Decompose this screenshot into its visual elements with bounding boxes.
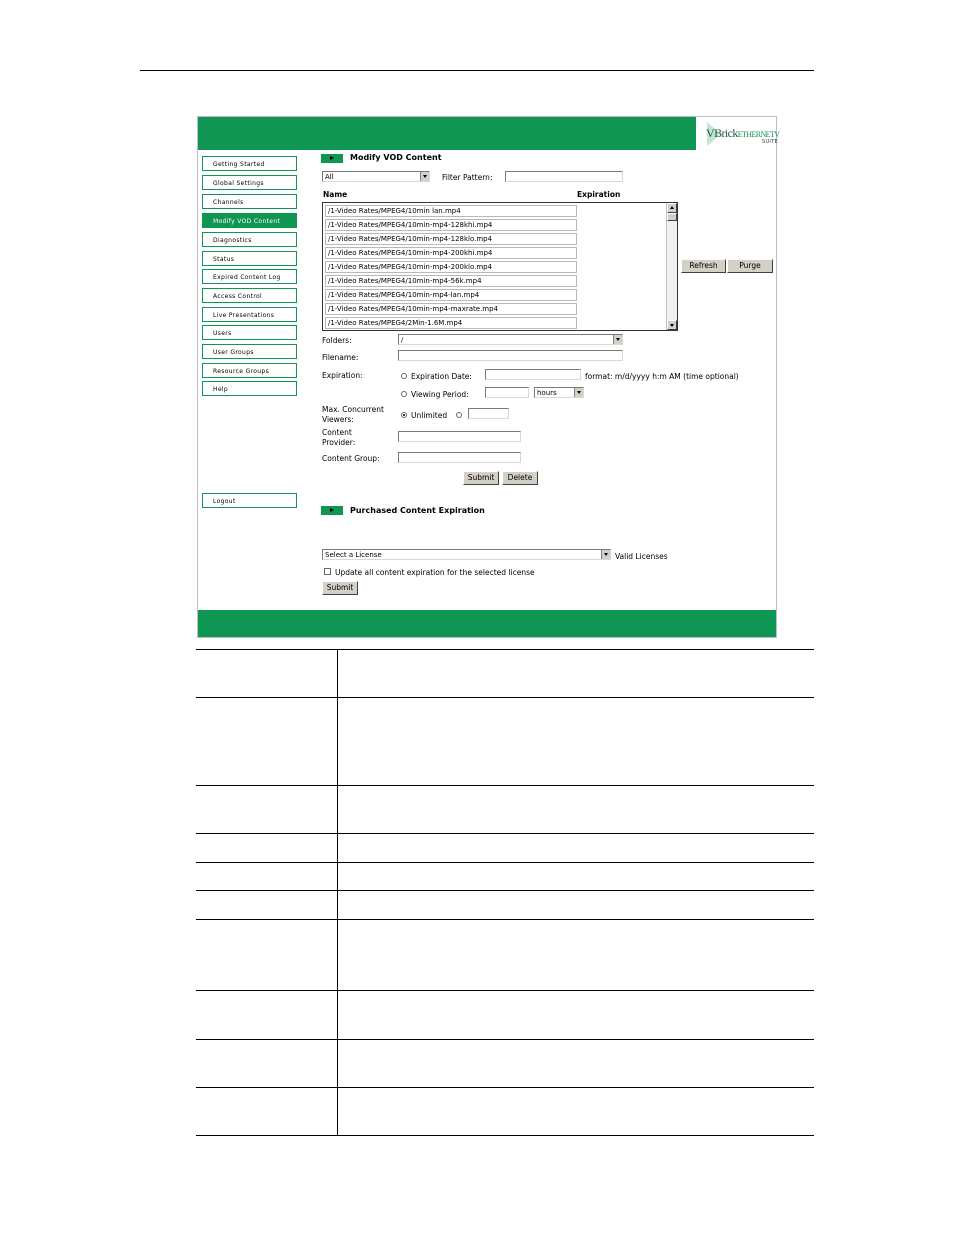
- logout-button[interactable]: Logout: [202, 493, 297, 508]
- viewing-period-label: Viewing Period:: [411, 390, 469, 399]
- submit-button[interactable]: Submit: [463, 471, 499, 485]
- chevron-down-icon: [420, 172, 429, 181]
- max-viewers-label-2: Viewers:: [322, 415, 354, 424]
- list-item[interactable]: /1-Video Rates/MPEG4/10min-mp4-maxrate.mp4: [325, 303, 577, 315]
- folders-label: Folders:: [322, 336, 352, 345]
- content-group-input[interactable]: [398, 452, 521, 463]
- table-rule: [196, 890, 814, 891]
- sidebar-item-diagnostics[interactable]: Diagnostics: [202, 232, 297, 247]
- table-rule: [196, 990, 814, 991]
- expiration-date-input[interactable]: [485, 369, 581, 380]
- section-arrow-icon: [321, 154, 343, 163]
- page-top-rule: [140, 70, 814, 71]
- sidebar-item-user-groups[interactable]: User Groups: [202, 344, 297, 359]
- list-item[interactable]: /1-Video Rates/MPEG4/10min-mp4-128klo.mp4: [325, 233, 577, 245]
- sidebar-item-modify-vod-content[interactable]: Modify VOD Content: [202, 213, 297, 228]
- scroll-up-icon[interactable]: [667, 203, 677, 213]
- list-item[interactable]: /1-Video Rates/MPEG4/10min-mp4-200khi.mp4: [325, 247, 577, 259]
- max-viewers-input[interactable]: [468, 408, 509, 419]
- max-viewers-count-radio[interactable]: [456, 412, 462, 418]
- sidebar-item-live-presentations[interactable]: Live Presentations: [202, 307, 297, 322]
- scroll-thumb[interactable]: [667, 213, 677, 221]
- footer-bar: [198, 610, 776, 637]
- valid-licenses-label: Valid Licenses: [615, 552, 668, 561]
- sidebar-item-getting-started[interactable]: Getting Started: [202, 156, 297, 171]
- viewing-unit-select[interactable]: [534, 387, 584, 398]
- sidebar-item-access-control[interactable]: Access Control: [202, 288, 297, 303]
- content-provider-label-2: Provider:: [322, 438, 356, 447]
- filename-label: Filename:: [322, 353, 359, 362]
- update-all-checkbox[interactable]: [324, 568, 331, 575]
- section-arrow-icon: [321, 506, 343, 515]
- expiration-date-radio[interactable]: [401, 373, 407, 379]
- logo-brand: VBrick: [706, 126, 738, 140]
- column-header-expiration: Expiration: [577, 190, 621, 199]
- vod-section-title: Modify VOD Content: [350, 153, 442, 162]
- chevron-down-icon: [613, 335, 622, 344]
- table-rule: [196, 1087, 814, 1088]
- content-provider-input[interactable]: [398, 431, 521, 442]
- expiration-label: Expiration:: [322, 371, 363, 380]
- table-rule: [196, 833, 814, 834]
- content-group-label: Content Group:: [322, 454, 380, 463]
- table-rule: [196, 1135, 814, 1136]
- list-item[interactable]: /1-Video Rates/MPEG4/10min-mp4-lan.mp4: [325, 289, 577, 301]
- chevron-down-icon: [574, 388, 583, 397]
- sidebar-item-expired-content-log[interactable]: Expired Content Log: [202, 269, 297, 284]
- delete-button[interactable]: Delete: [502, 471, 538, 485]
- license-select[interactable]: [322, 549, 611, 560]
- list-item[interactable]: /1-Video Rates/MPEG4/10min lan.mp4: [325, 205, 577, 217]
- list-item[interactable]: /1-Video Rates/MPEG4/10min-mp4-200klo.mp4: [325, 261, 577, 273]
- purchased-submit-button[interactable]: Submit: [322, 581, 358, 595]
- sidebar-item-status[interactable]: Status: [202, 251, 297, 266]
- table-column-divider: [337, 649, 338, 1136]
- logo-sub: SUITE: [762, 139, 779, 145]
- header-bar: [198, 117, 780, 150]
- viewing-period-input[interactable]: [485, 387, 529, 398]
- vbrick-logo: [696, 117, 780, 150]
- license-select-value: Select a License: [325, 551, 382, 559]
- list-item[interactable]: /1-Video Rates/MPEG4/10min-mp4-56k.mp4: [325, 275, 577, 287]
- refresh-button[interactable]: Refresh: [681, 259, 726, 273]
- vod-list-scrollbar[interactable]: [666, 203, 677, 330]
- table-rule: [196, 697, 814, 698]
- table-rule: [196, 862, 814, 863]
- viewing-unit-value: hours: [537, 389, 557, 397]
- max-viewers-label: Max. Concurrent: [322, 405, 384, 414]
- table-rule: [196, 1039, 814, 1040]
- update-all-label: Update all content expiration for the selected license: [335, 568, 535, 577]
- folders-select[interactable]: [398, 334, 623, 345]
- scroll-down-icon[interactable]: [667, 320, 677, 330]
- sidebar-item-resource-groups[interactable]: Resource Groups: [202, 363, 297, 378]
- table-rule: [196, 649, 814, 650]
- unlimited-label: Unlimited: [411, 411, 448, 420]
- viewing-period-radio[interactable]: [401, 391, 407, 397]
- expiration-date-label: Expiration Date:: [411, 372, 472, 381]
- filename-input[interactable]: [398, 350, 623, 361]
- logo-product: ETHERNETV: [737, 130, 780, 139]
- filter-pattern-label: Filter Pattern:: [442, 173, 493, 182]
- table-rule: [196, 785, 814, 786]
- app-window: [197, 116, 780, 638]
- column-header-name: Name: [323, 190, 348, 199]
- sidebar-item-users[interactable]: Users: [202, 325, 297, 340]
- filter-pattern-input[interactable]: [505, 171, 623, 182]
- sidebar-item-help[interactable]: Help: [202, 381, 297, 396]
- content-type-value: All: [325, 173, 334, 181]
- sidebar-item-global-settings[interactable]: Global Settings: [202, 175, 297, 190]
- folders-value: /: [401, 336, 404, 344]
- date-format-hint: format: m/d/yyyy h:m AM (time optional): [585, 372, 739, 381]
- purchased-section-title: Purchased Content Expiration: [350, 506, 485, 515]
- list-item[interactable]: /1-Video Rates/MPEG4/10min-mp4-128khi.mp4: [325, 219, 577, 231]
- purge-button[interactable]: Purge: [727, 259, 773, 273]
- list-item[interactable]: /1-Video Rates/MPEG4/2Min-1.6M.mp4: [325, 317, 577, 329]
- sidebar-item-channels[interactable]: Channels: [202, 194, 297, 209]
- chevron-down-icon: [601, 550, 610, 559]
- content-type-select[interactable]: [322, 171, 430, 182]
- content-provider-label: Content: [322, 428, 352, 437]
- vod-file-list[interactable]: [322, 202, 678, 331]
- unlimited-radio[interactable]: [401, 412, 407, 418]
- table-rule: [196, 919, 814, 920]
